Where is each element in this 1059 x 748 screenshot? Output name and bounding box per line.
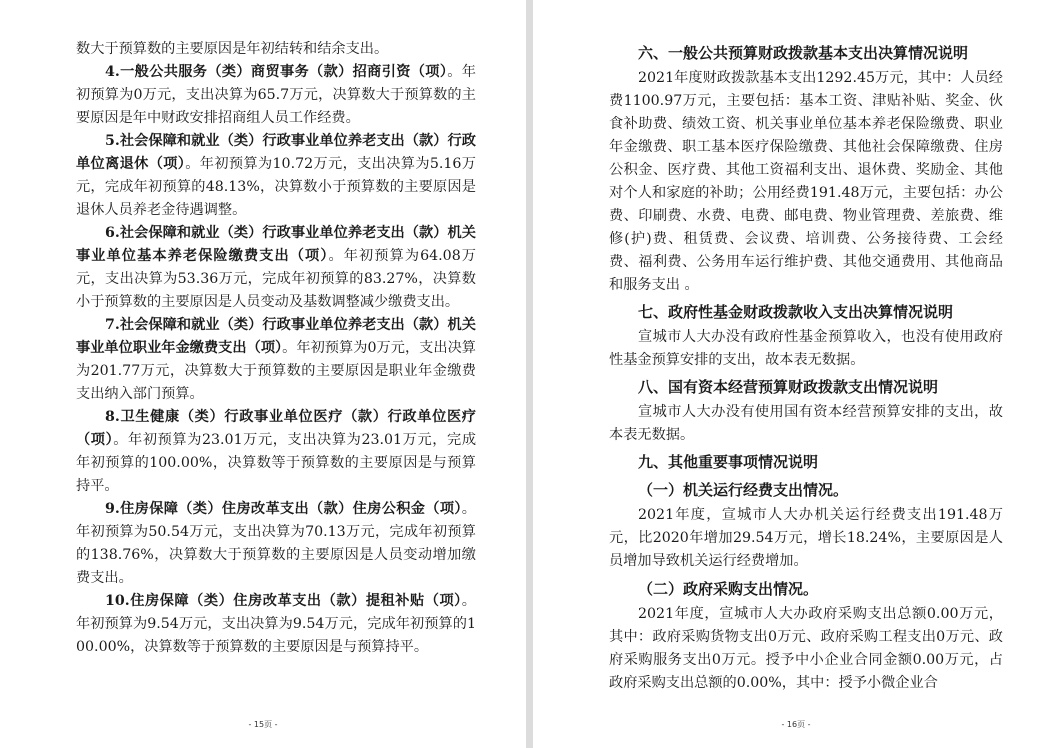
section-heading: 八、国有资本经营预算财政拨款支出情况说明: [638, 378, 939, 396]
item-heading: 6.社会保障和就业（类）行政事业单位养老支出（款）机关事业单位基本养老保险缴费支出（项）: [76, 225, 476, 264]
budget-item-6: [76, 222, 476, 314]
paragraph: 2021年度，宣城市人大办政府采购支出总额0.00万元，其中：政府采购货物支出0万元、政府采购工程支出0万元、政府采购服务支出0万元。授予中小企业合同金额0.00万元，占政府采购支出总额的0.00%，其中：授予小微企业合: [609, 606, 1003, 691]
right-page: [533, 0, 1059, 748]
budget-item-7: [76, 314, 476, 406]
item-body: 。年初预算为23.01万元，支出决算为23.01万元，完成年初预算的100.00%，决算数等于预算数的主要原因是与预算持平。: [76, 432, 477, 494]
section-heading: 七、政府性基金财政拨款收入支出决算情况说明: [638, 303, 954, 321]
page-number: - 16页 -: [781, 720, 811, 729]
page-gutter: [526, 0, 533, 748]
budget-item-10: [76, 590, 476, 659]
item-body: 。年初预算为10.72万元，支出决算为5.16万元，完成年初预算的48.13%，决算数小于预算数的主要原因是退休人员养老金待遇调整。: [76, 156, 476, 218]
item-body: 。年初预算为64.08万元，支出决算为53.36万元，完成年初预算的83.27%，决算数小于预算数的主要原因是人员变动及基数调整减少缴费支出。: [76, 248, 476, 310]
item-heading: 7.社会保障和就业（类）行政事业单位养老支出（款）机关事业单位职业年金缴费支出（项）: [76, 317, 476, 356]
budget-item-5: [76, 130, 476, 222]
paragraph: 宣城市人大办没有政府性基金预算收入，也没有使用政府性基金预算安排的支出，故本表无数据。: [609, 329, 1003, 368]
subsection-heading: （一）机关运行经费支出情况。: [638, 481, 849, 499]
item-heading: 8.卫生健康（类）行政事业单位医疗（款）行政单位医疗（项）: [76, 409, 476, 448]
paragraph: 数大于预算数的主要原因是年初结转和结余支出。: [76, 41, 389, 57]
section-heading: 六、一般公共预算财政拨款基本支出决算情况说明: [638, 44, 969, 62]
paragraph: 宣城市人大办没有使用国有资本经营预算安排的支出，故本表无数据。: [609, 404, 1003, 443]
paragraph: 2021年度财政拨款基本支出1292.45万元，其中：人员经费1100.97万元，主要包括：基本工资、津贴补贴、奖金、伙食补助费、绩效工资、机关事业单位基本养老保险缴费、职业年金缴费、职工基本医疗保险缴费、其他社会保障缴费、住房公积金、医疗费、其他工资福利支出、退休费、奖励金、其他对个人和家庭的补助；公用经费191.48万元，主要包括：办公费、印刷费、水费、电费、邮电费、物业管理费、差旅费、维修(护)费、租赁费、会议费、培训费、公务接待费、工会经费、福利费、公务用车运行维护费、其他交通费用、其他商品和服务支出 。: [609, 70, 1003, 293]
paragraph: 2021年度，宣城市人大办机关运行经费支出191.48万元，比2020年增加29.54万元，增长18.24%，主要原因是人员增加导致机关运行经费增加。: [609, 507, 1003, 569]
section-heading: 九、其他重要事项情况说明: [638, 453, 819, 471]
item-body: 。年初预算为50.54万元，支出决算为70.13万元，完成年初预算的138.76%，决算数大于预算数的主要原因是人员变动增加缴费支出。: [76, 501, 476, 586]
budget-item-8: [76, 406, 476, 498]
item-heading: 5.社会保障和就业（类）行政事业单位养老支出（款）行政单位离退休（项）: [76, 133, 476, 172]
item-heading: 10.住房保障（类）住房改革支出（款）提租补贴（项）: [105, 593, 462, 609]
item-body: 。年初预算为9.54万元，支出决算为9.54万元，完成年初预算的100.00%，决算数等于预算数的主要原因是与预算持平。: [76, 593, 476, 655]
budget-item-4: [76, 61, 476, 130]
item-body: 。年初预算为0万元，支出决算为65.7万元，决算数大于预算数的主要原因是年中财政安排招商组人员工作经费。: [76, 64, 476, 126]
item-heading: 4.一般公共服务（类）商贸事务（款）招商引资（项）: [105, 64, 448, 80]
item-heading: 9.住房保障（类）住房改革支出（款）住房公积金（项）: [105, 501, 462, 517]
left-page: [0, 0, 526, 748]
item-body: 。年初预算为0万元，支出决算为201.77万元，决算数大于预算数的主要原因是职业年金缴费支出纳入部门预算。: [76, 340, 476, 402]
page-number: - 15页 -: [248, 720, 278, 729]
budget-item-9: [76, 498, 476, 590]
subsection-heading: （二）政府采购支出情况。: [638, 580, 819, 598]
